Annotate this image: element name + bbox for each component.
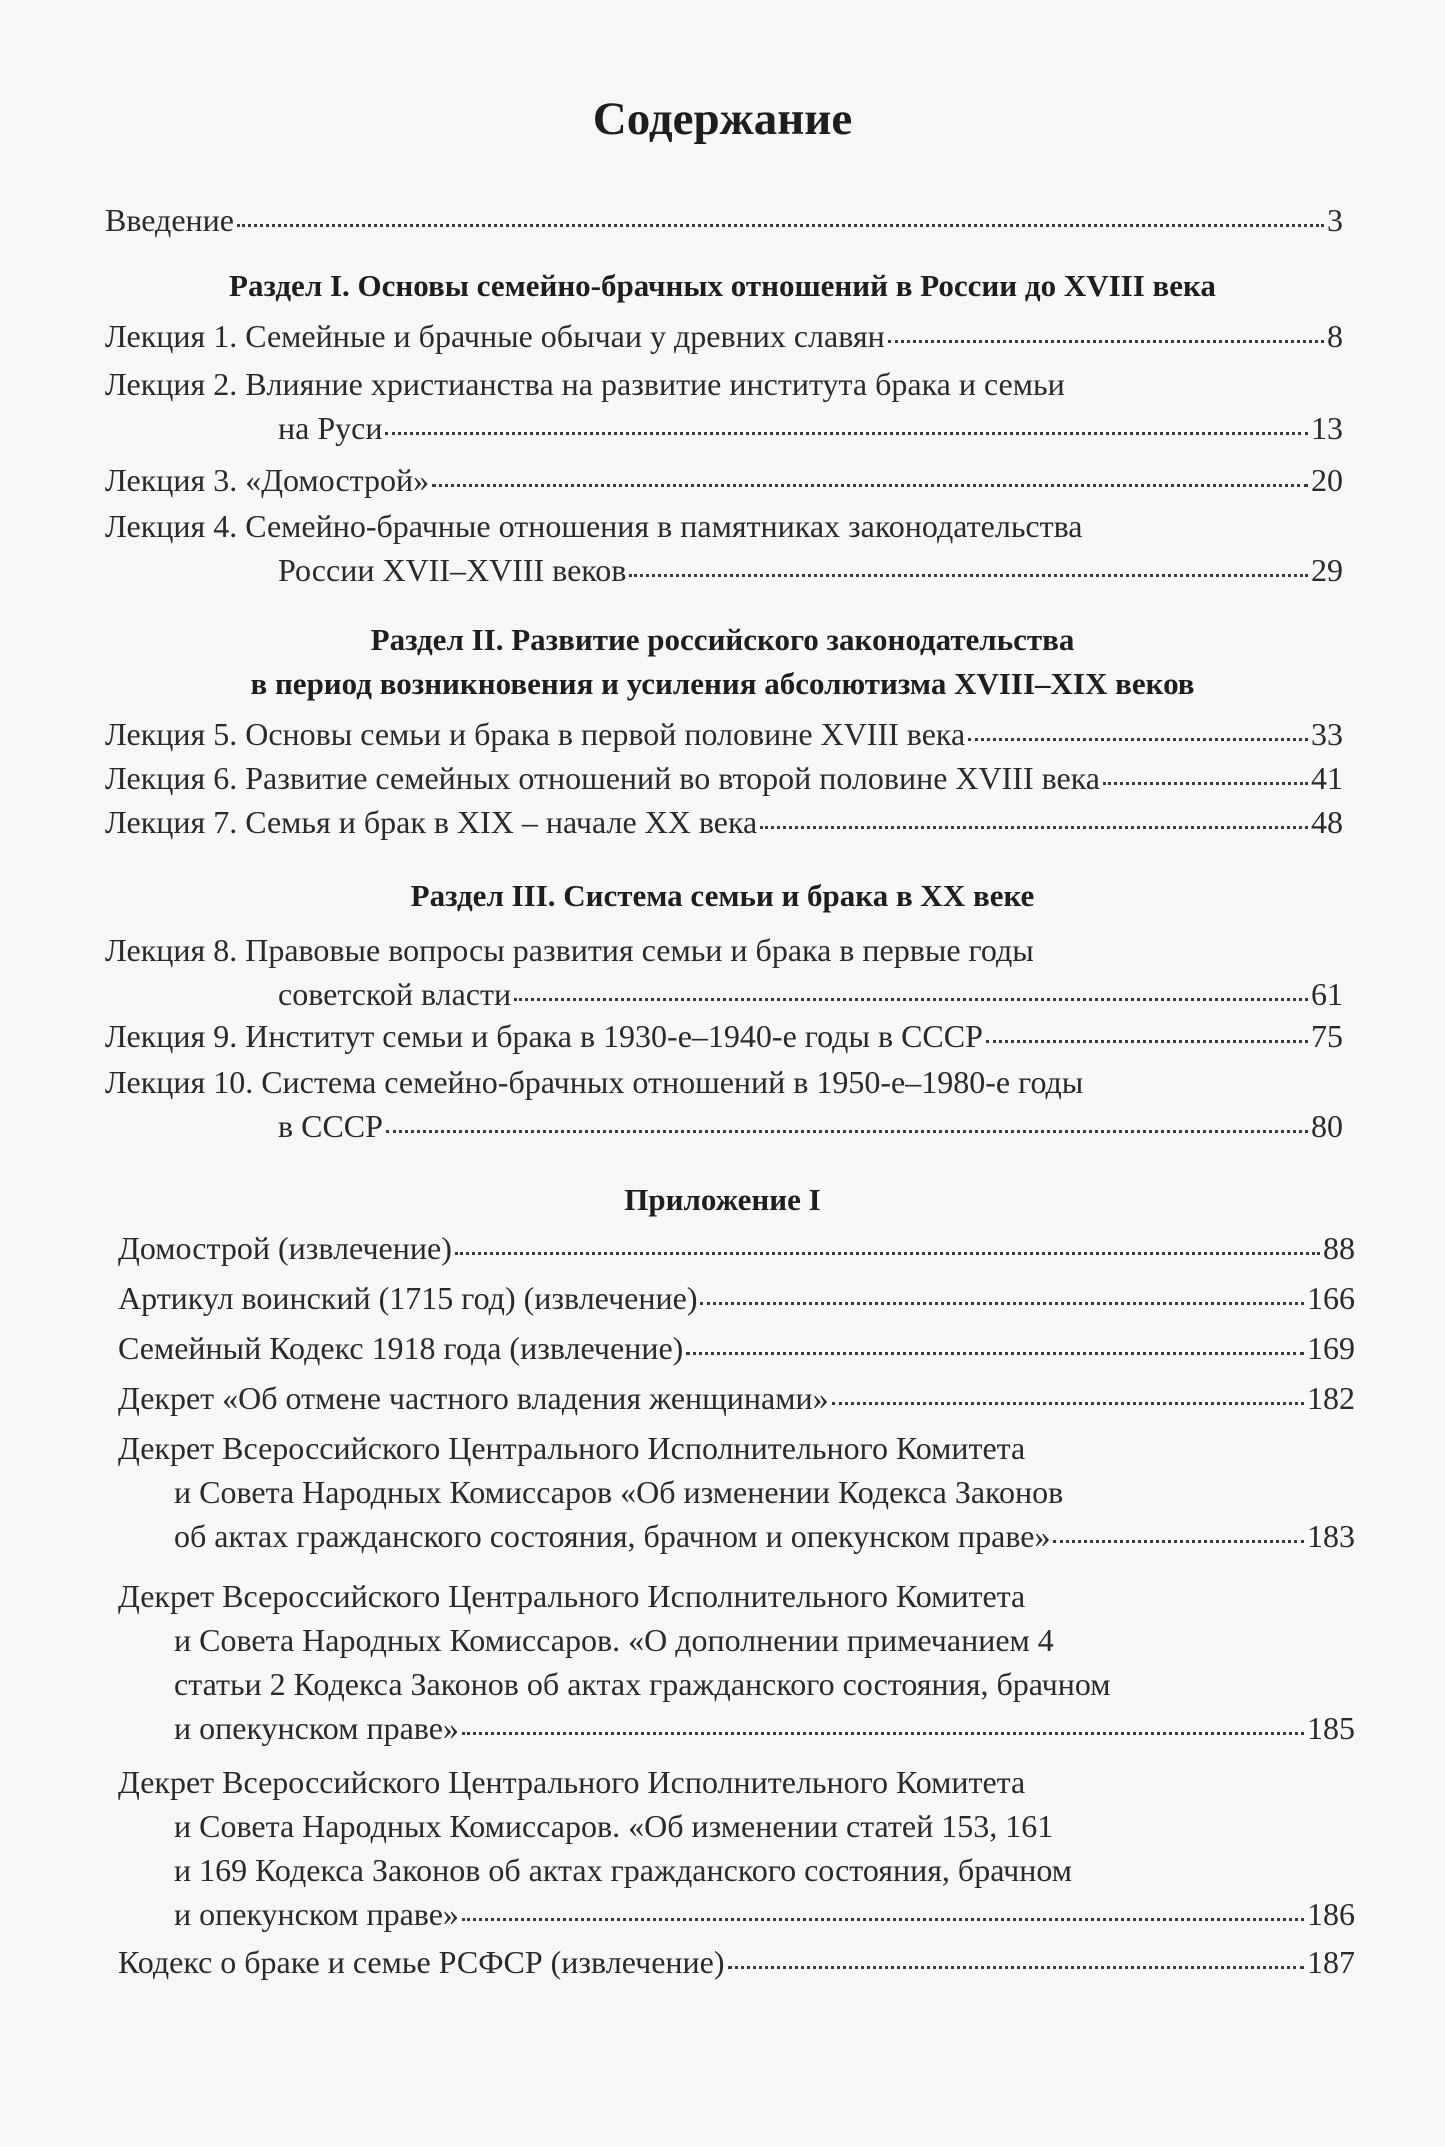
page-number: 88 [1323, 1230, 1355, 1266]
dot-leader [888, 332, 1324, 343]
entry-text: Декрет Всероссийского Центрального Исполнительного Комитета [118, 1430, 1026, 1466]
entry-text: Правовые вопросы развития семьи и брака в первые годы [245, 932, 1034, 968]
dot-leader [1053, 1532, 1304, 1543]
entry-text-continued: статьи 2 Кодекса Законов об актах гражданского состояния, брачном [174, 1666, 1111, 1702]
toc-entry-lecture-6[interactable] [105, 756, 1343, 800]
toc-entry-appendix-5[interactable] [118, 1426, 1355, 1558]
dot-leader [986, 1032, 1308, 1043]
lecture-prefix: Лекция 9. [105, 1018, 238, 1054]
page-number: 166 [1307, 1280, 1355, 1316]
entry-text-continued: России XVII–XVIII веков [278, 552, 627, 588]
entry-text-continued: об актах гражданского состояния, брачном и опекунском праве» [174, 1518, 1051, 1554]
dot-leader [728, 1958, 1304, 1969]
toc-entry-appendix-4[interactable] [118, 1376, 1355, 1420]
entry-text: Введение [105, 202, 234, 238]
dot-leader [968, 730, 1308, 741]
page-number: 41 [1311, 760, 1343, 796]
entry-text: Декрет Всероссийского Центрального Исполнительного Комитета [118, 1764, 1026, 1800]
entry-text: Влияние христианства на развитие института брака и семьи [245, 366, 1065, 402]
dot-leader [700, 1294, 1304, 1305]
dot-leader [385, 424, 1308, 435]
entry-text: Артикул воинский (1715 год) (извлечение) [118, 1280, 698, 1316]
lecture-prefix: Лекция 7. [105, 804, 238, 840]
entry-text-continued: на Руси [278, 410, 383, 446]
entry-text-continued: советской власти [278, 976, 512, 1012]
page-number: 8 [1327, 318, 1343, 354]
page-number: 3 [1327, 202, 1343, 238]
toc-entry-lecture-1[interactable] [105, 314, 1343, 358]
toc-entry-lecture-7[interactable] [105, 800, 1343, 844]
page-number: 169 [1307, 1330, 1355, 1366]
toc-entry-intro[interactable] [105, 198, 1343, 242]
entry-text-continued: и Совета Народных Комиссаров. «Об изменении статей 153, 161 [174, 1808, 1054, 1844]
entry-text: Семейные и брачные обычаи у древних славян [245, 318, 885, 354]
page-number: 187 [1307, 1944, 1355, 1980]
entry-text: Основы семьи и брака в первой половине XVIII века [245, 716, 966, 752]
entry-text-continued: в СССР [278, 1108, 383, 1144]
entry-text: Институт семьи и брака в 1930-е–1940-е годы в СССР [245, 1018, 983, 1054]
dot-leader [1103, 774, 1308, 785]
dot-leader [237, 216, 1324, 227]
toc-entry-appendix-7[interactable] [118, 1760, 1355, 1936]
entry-text-continued: и Совета Народных Комиссаров «Об изменении Кодекса Законов [174, 1474, 1064, 1510]
appendix-heading: Приложение I [624, 1182, 821, 1217]
entry-text: Декрет Всероссийского Центрального Исполнительного Комитета [118, 1578, 1026, 1614]
toc-entry-lecture-2[interactable] [105, 362, 1343, 450]
page-number: 13 [1311, 410, 1343, 446]
dot-leader [514, 990, 1308, 1001]
toc-entry-lecture-9[interactable] [105, 1014, 1343, 1058]
page-number: 29 [1311, 552, 1343, 588]
lecture-prefix: Лекция 1. [105, 318, 238, 354]
entry-text: Семейный Кодекс 1918 года (извлечение) [118, 1330, 684, 1366]
entry-text: Семейно-брачные отношения в памятниках законодательства [245, 508, 1083, 544]
dot-leader [462, 1724, 1304, 1735]
entry-text: Домострой (извлечение) [118, 1230, 452, 1266]
lecture-prefix: Лекция 3. [105, 462, 238, 498]
lecture-prefix: Лекция 6. [105, 760, 238, 796]
lecture-prefix: Лекция 4. [105, 508, 238, 544]
toc-entry-appendix-3[interactable] [118, 1326, 1355, 1370]
entry-text: «Домострой» [245, 462, 430, 498]
page-number: 48 [1311, 804, 1343, 840]
toc-entry-lecture-10[interactable] [105, 1060, 1343, 1148]
toc-entry-appendix-2[interactable] [118, 1276, 1355, 1320]
entry-text-continued: и 169 Кодекса Законов об актах гражданского состояния, брачном [174, 1852, 1072, 1888]
page-number: 33 [1311, 716, 1343, 752]
lecture-prefix: Лекция 10. [105, 1064, 254, 1100]
dot-leader [686, 1344, 1304, 1355]
page-number: 80 [1311, 1108, 1343, 1144]
section-heading-2-line-2: в период возникновения и усиления абсолютизма XVIII–XIX веков [250, 666, 1195, 701]
toc-entry-lecture-3[interactable] [105, 458, 1343, 502]
entry-text: Декрет «Об отмене частного владения женщинами» [118, 1380, 829, 1416]
section-heading-2-line-1: Раздел II. Развитие российского законодательства [370, 622, 1075, 657]
toc-entry-appendix-8[interactable] [118, 1940, 1355, 1984]
section-heading-3: Раздел III. Система семьи и брака в XX веке [410, 878, 1035, 913]
dot-leader [386, 1122, 1308, 1133]
lecture-prefix: Лекция 8. [105, 932, 238, 968]
entry-text-continued: и Совета Народных Комиссаров. «О дополнении примечанием 4 [174, 1622, 1054, 1658]
dot-leader [629, 566, 1308, 577]
page-number: 182 [1307, 1380, 1355, 1416]
entry-text: Система семейно-брачных отношений в 1950-е–1980-е годы [261, 1064, 1084, 1100]
entry-text-continued: и опекунском праве» [174, 1710, 459, 1746]
lecture-prefix: Лекция 2. [105, 366, 238, 402]
entry-text: Кодекс о браке и семье РСФСР (извлечение) [118, 1944, 725, 1980]
page-number: 20 [1311, 462, 1343, 498]
toc-entry-lecture-5[interactable] [105, 712, 1343, 756]
toc-entry-appendix-6[interactable] [118, 1574, 1355, 1750]
dot-leader [760, 818, 1308, 829]
page-number: 75 [1311, 1018, 1343, 1054]
lecture-prefix: Лекция 5. [105, 716, 238, 752]
dot-leader [832, 1394, 1304, 1405]
page-title: Содержание [592, 93, 853, 145]
entry-text: Развитие семейных отношений во второй половине XVIII века [245, 760, 1100, 796]
toc-entry-appendix-1[interactable] [118, 1226, 1355, 1270]
dot-leader [462, 1910, 1304, 1921]
entry-text-continued: и опекунском праве» [174, 1896, 459, 1932]
dot-leader [432, 476, 1308, 487]
page-number: 183 [1307, 1518, 1355, 1554]
page-number: 185 [1307, 1710, 1355, 1746]
page-number: 186 [1307, 1896, 1355, 1932]
toc-entry-lecture-4[interactable] [105, 504, 1343, 592]
page-number: 61 [1311, 976, 1343, 1012]
toc-entry-lecture-8[interactable] [105, 928, 1343, 1016]
section-heading-1: Раздел I. Основы семейно-брачных отношений в России до XVIII века [229, 268, 1216, 303]
entry-text: Семья и брак в XIX – начале XX века [245, 804, 758, 840]
dot-leader [455, 1244, 1320, 1255]
